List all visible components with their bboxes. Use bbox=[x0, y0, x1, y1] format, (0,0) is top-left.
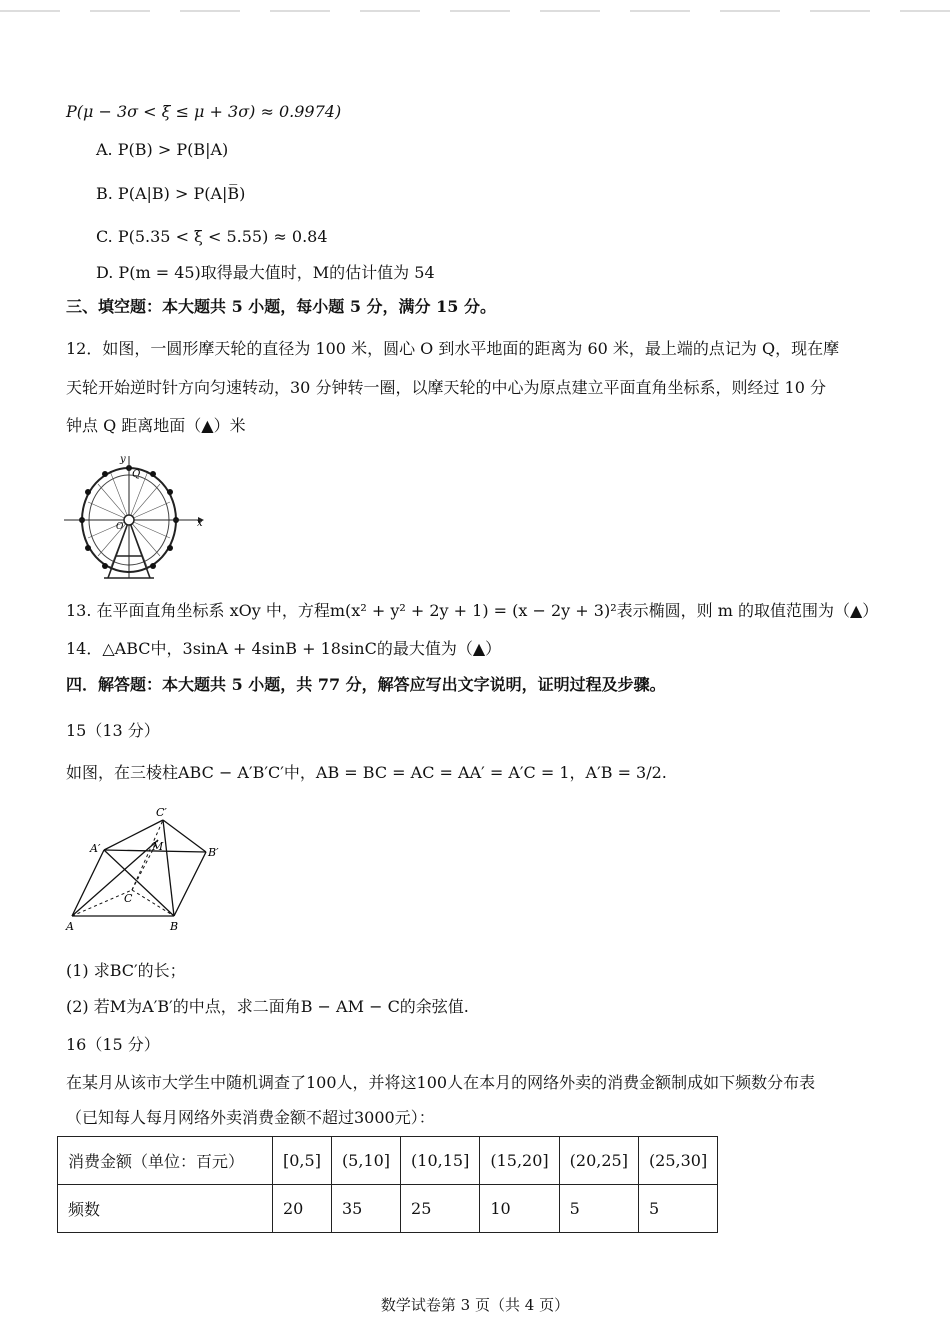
q16-stem-line-2: （已知每人每月网络外卖消费金额不超过3000元）： bbox=[66, 1108, 435, 1127]
table-cell: 25 bbox=[401, 1185, 480, 1233]
vertex-b-prime-label: B′ bbox=[208, 846, 219, 859]
table-cell: (5,10] bbox=[331, 1137, 400, 1185]
prism-figure bbox=[60, 804, 230, 936]
vertex-a-prime-label: A′ bbox=[90, 842, 101, 855]
vertex-c-label: C bbox=[124, 892, 133, 905]
x-axis-label: x bbox=[197, 518, 203, 529]
section-3-heading: 三、填空题：本大题共 5 小题，每小题 5 分，满分 15 分。 bbox=[66, 297, 496, 316]
scan-top-edge bbox=[0, 0, 950, 6]
vertex-b-label: B bbox=[170, 920, 179, 933]
table-cell: 20 bbox=[273, 1185, 332, 1233]
origin-o-label: O bbox=[116, 522, 124, 532]
frequency-table bbox=[57, 1136, 718, 1233]
point-q-label: Q bbox=[132, 469, 141, 480]
q11-option-c: C. P(5.35 < ξ < 5.55) ≈ 0.84 bbox=[96, 227, 328, 246]
point-m-label: M bbox=[152, 840, 164, 853]
vertex-a-label: A bbox=[66, 920, 74, 933]
q11-continuation: P(μ − 3σ < ξ ≤ μ + 3σ) ≈ 0.9974) bbox=[66, 102, 342, 121]
q11-option-b: B. P(A|B) > P(A|B̅) bbox=[96, 184, 246, 203]
table-cell: 10 bbox=[480, 1185, 559, 1233]
table-row bbox=[58, 1137, 718, 1185]
q16-heading: 16（15 分） bbox=[66, 1035, 160, 1054]
table-row bbox=[58, 1185, 718, 1233]
table-cell: (25,30] bbox=[638, 1137, 717, 1185]
q16-stem-line-1: 在某月从该市大学生中随机调查了100人，并将这100人在本月的网络外卖的消费金额制成如下频数分布表 bbox=[66, 1073, 816, 1092]
table-cell: (20,25] bbox=[559, 1137, 638, 1185]
table-cell: (10,15] bbox=[401, 1137, 480, 1185]
q12-line-3: 钟点 Q 距离地面（▲）米 bbox=[66, 416, 246, 435]
y-axis-label: y bbox=[120, 454, 126, 465]
q11-option-a: A. P(B) > P(B|A) bbox=[96, 140, 229, 159]
q11-option-d: D. P(m = 45)取得最大值时，M的估计值为 54 bbox=[96, 263, 435, 282]
ferris-wheel-hub bbox=[124, 515, 134, 525]
q14-text: 14．△ABC中，3sinA + 4sinB + 18sinC的最大值为（▲） bbox=[66, 639, 502, 658]
q15-heading: 15（13 分） bbox=[66, 721, 160, 740]
q13-text: 13. 在平面直角坐标系 xOy 中，方程m(x² + y² + 2y + 1) = (x − 2y + 3)²表示椭圆，则 m 的取值范围为（▲） bbox=[66, 601, 879, 620]
table-cell: 35 bbox=[331, 1185, 400, 1233]
table-cell: 5 bbox=[559, 1185, 638, 1233]
table-cell: [0,5] bbox=[273, 1137, 332, 1185]
q12-line-1: 12．如图，一圆形摩天轮的直径为 100 米，圆心 O 到水平地面的距离为 60 米，最上端的点记为 Q，现在摩 bbox=[66, 339, 840, 358]
q15-stem: 如图，在三棱柱ABC − A′B′C′中，AB = BC = AC = AA′ = A′C = 1，A′B = 3/2. bbox=[66, 763, 667, 782]
table-cell: 消费金额（单位：百元） bbox=[58, 1137, 273, 1185]
ferris-wheel-figure bbox=[64, 452, 214, 582]
q12-line-2: 天轮开始逆时针方向匀速转动，30 分钟转一圈，以摩天轮的中心为原点建立平面直角坐标系，则经过 10 分 bbox=[66, 378, 826, 397]
table-cell: 5 bbox=[638, 1185, 717, 1233]
q15-part-2: (2) 若M为A′B′的中点，求二面角B − AM − C的余弦值. bbox=[66, 997, 469, 1016]
table-cell: (15,20] bbox=[480, 1137, 559, 1185]
q15-part-1: (1) 求BC′的长； bbox=[66, 961, 186, 980]
page-footer: 数学试卷第 3 页（共 4 页） bbox=[380, 1296, 570, 1314]
table-cell: 频数 bbox=[58, 1185, 273, 1233]
section-4-heading: 四．解答题：本大题共 5 小题，共 77 分，解答应写出文字说明，证明过程及步骤。 bbox=[66, 675, 666, 694]
vertex-c-prime-label: C′ bbox=[156, 806, 167, 819]
